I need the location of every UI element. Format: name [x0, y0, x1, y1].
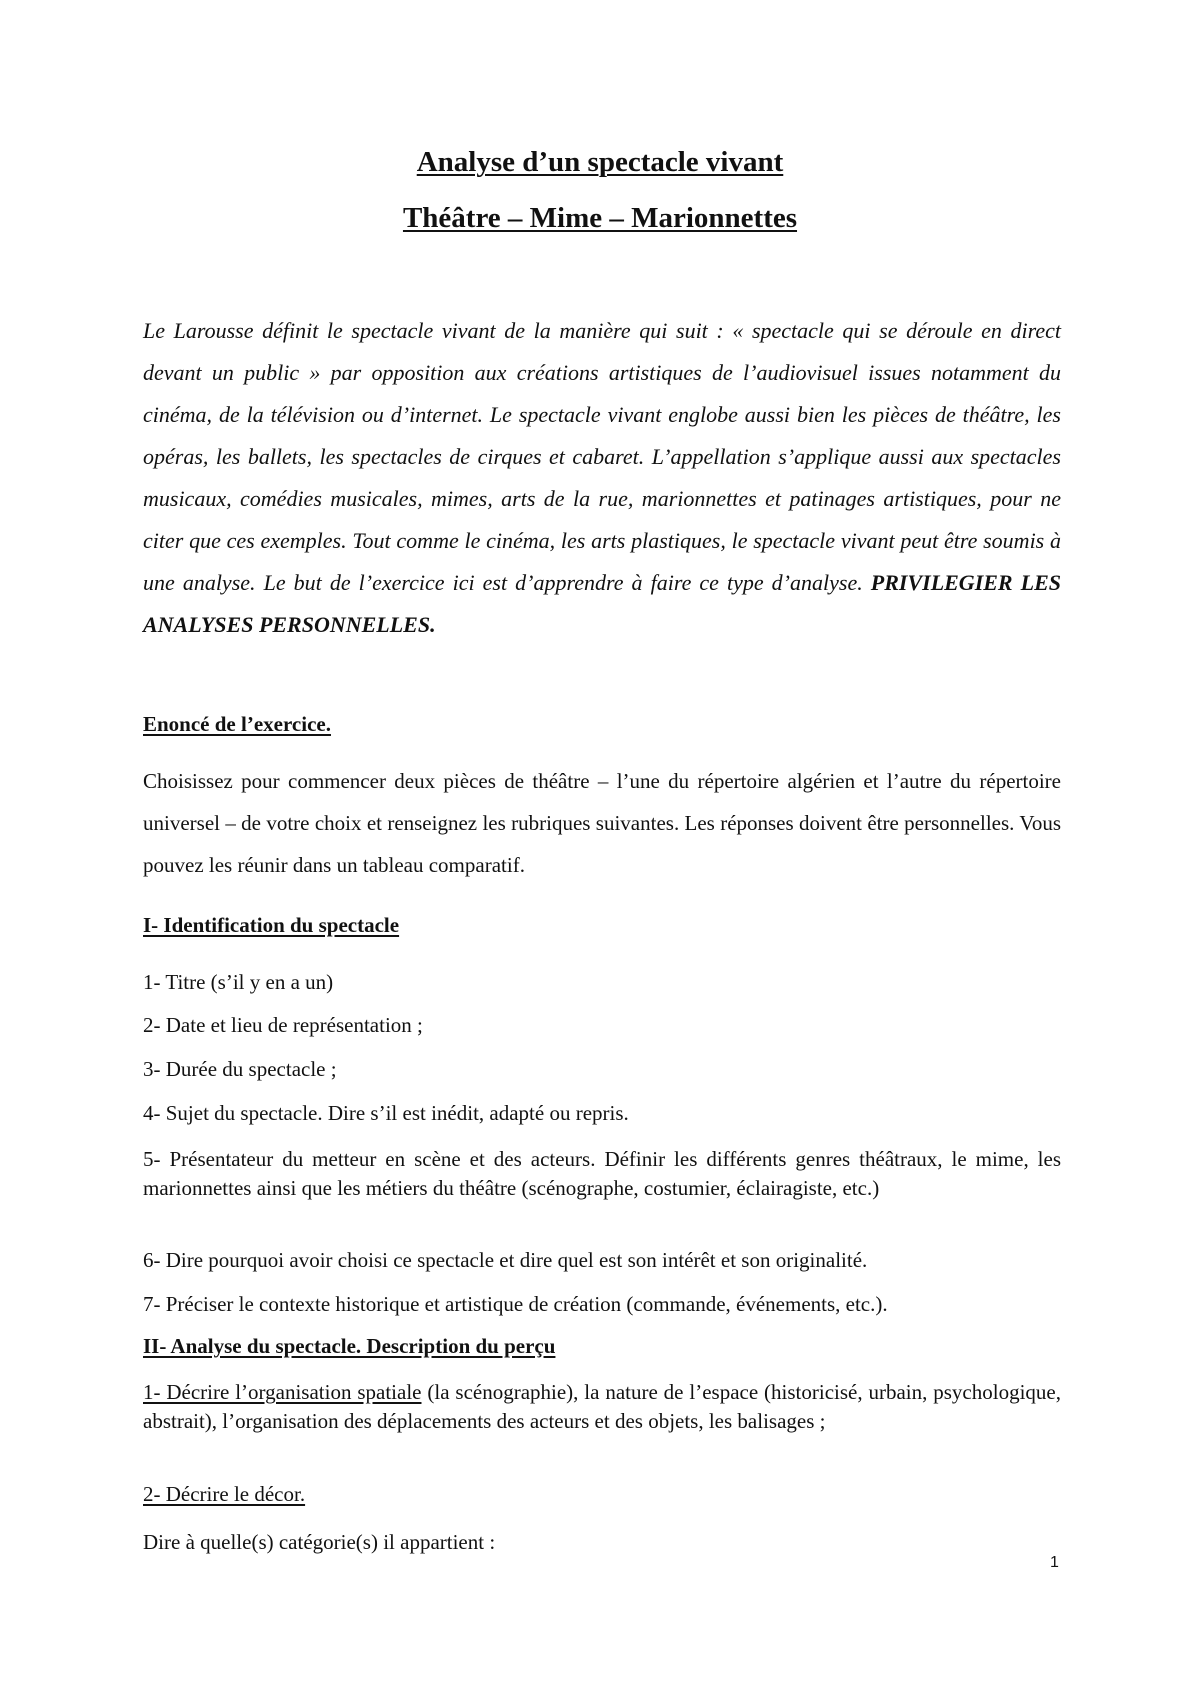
intro-text: Le Larousse définit le spectacle vivant de la manière qui suit : « spectacle qui se déroule en direct devant un public » par opposition aux créations artistiques de l’audiovisuel issues notamment du cinéma, de la télévision ou d’internet. Le spectacle vivant englobe aussi bien les pièces de théâtre, les opéras, les ballets, les spectacles de cirques et cabaret. L’appellation s’applique aussi aux spectacles musicaux, comédies musicales, mimes, arts de la rue, marionnettes et patinages artistiques, pour ne citer que ces exemples. Tout comme le cinéma, les arts plastiques, le spectacle vivant peut être soumis à une analyse. Le but de l’exercice ici est d’apprendre à faire ce type d’analyse.	[143, 318, 1061, 595]
section1-item: 3- Durée du spectacle ;	[143, 1057, 337, 1081]
section2-item-spatial-label: 1- Décrire l’organisation spatiale	[143, 1380, 422, 1404]
section2-item-categories: Dire à quelle(s) catégorie(s) il appartient :	[143, 1530, 496, 1554]
section2-item-decor: 2- Décrire le décor.	[143, 1482, 306, 1506]
section2-item-spatial	[143, 1378, 1061, 1436]
document-subtitle: Théâtre – Mime – Marionnettes	[402, 202, 798, 234]
section2-item-spatial-text: (la scénographie), la nature de l’espace (historicisé, urbain, psychologique, abstrait), l’organisation des déplacements des acteurs et des objets, les balisages ;	[143, 1380, 1061, 1433]
section1-item: 5- Présentateur du metteur en scène et des acteurs. Définir les différents genres théâtraux, le mime, les marionnettes ainsi que les métiers du théâtre (scénographe, costumier, éclairagiste, etc.)	[143, 1147, 1061, 1200]
page-number: 1	[1050, 1554, 1059, 1571]
section1-item: 7- Préciser le contexte historique et artistique de création (commande, événements, etc.).	[143, 1292, 888, 1316]
section2-heading: II- Analyse du spectacle. Description du perçu	[143, 1334, 556, 1358]
intro-paragraph	[143, 310, 1061, 646]
enonce-heading: Enoncé de l’exercice.	[143, 712, 331, 736]
intro-emphasis: PRIVILEGIER LES ANALYSES PERSONNELLES.	[143, 570, 1062, 637]
section1-heading: I- Identification du spectacle	[143, 913, 400, 937]
section1-item: 6- Dire pourquoi avoir choisi ce spectacle et dire quel est son intérêt et son originalité.	[143, 1248, 868, 1272]
document-title: Analyse d’un spectacle vivant	[416, 146, 784, 178]
section1-item: 2- Date et lieu de représentation ;	[143, 1013, 423, 1037]
enonce-paragraph: Choisissez pour commencer deux pièces de théâtre – l’une du répertoire algérien et l’autre du répertoire universel – de votre choix et renseignez les rubriques suivantes. Les réponses doivent être personnelles. Vous pouvez les réunir dans un tableau comparatif.	[143, 769, 1061, 877]
section1-item: 4- Sujet du spectacle. Dire s’il est inédit, adapté ou repris.	[143, 1101, 629, 1125]
section1-item: 1- Titre (s’il y en a un)	[143, 970, 334, 994]
